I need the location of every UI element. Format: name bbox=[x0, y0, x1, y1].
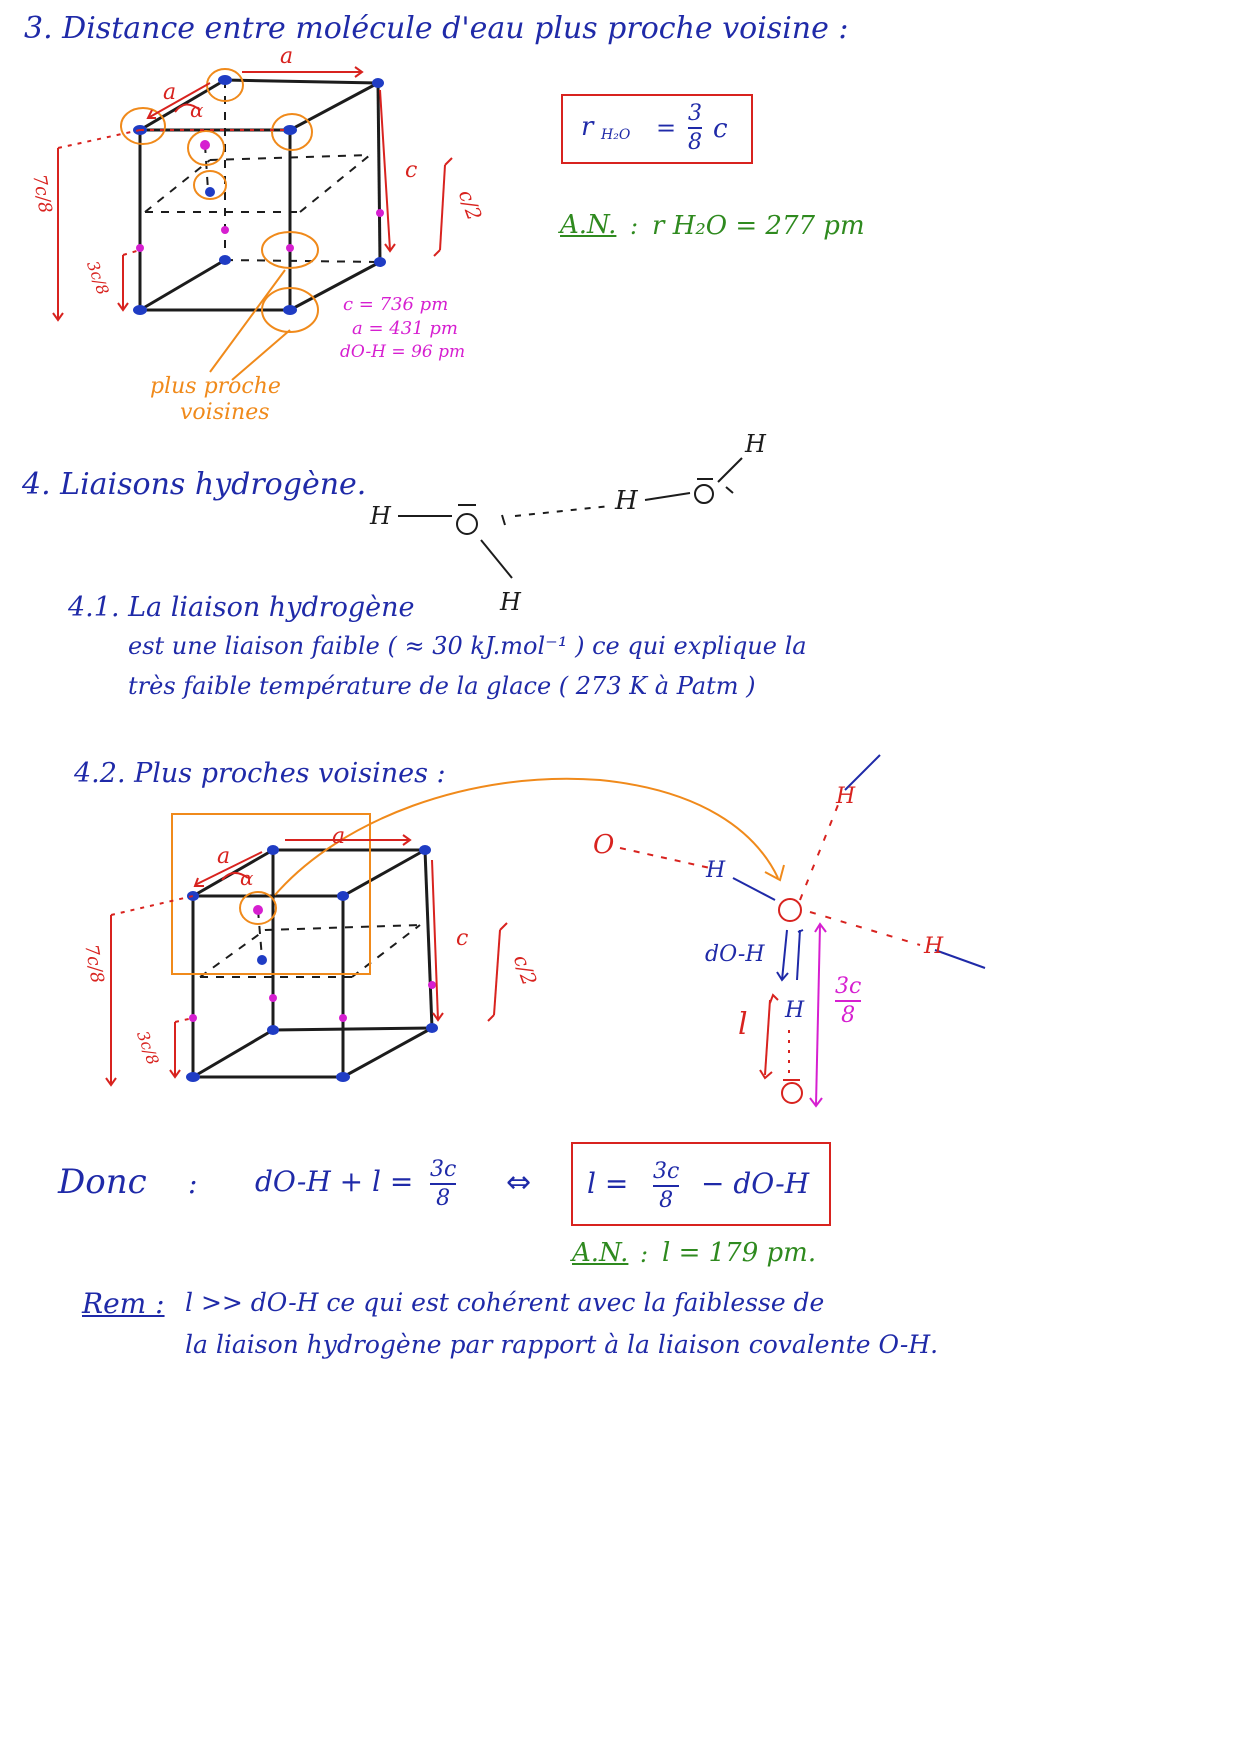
diag-h-right: H bbox=[924, 934, 944, 959]
rem-line2: la liaison hydrogène par rapport à la liaison covalente O-H. bbox=[185, 1330, 939, 1359]
section42-heading: 4.2. Plus proches voisines : bbox=[74, 758, 446, 789]
formula-den: 8 bbox=[688, 130, 702, 156]
result-rhs: − dO-H bbox=[701, 1167, 810, 1200]
label-c-half: c/2 bbox=[453, 186, 487, 224]
diag-o-bottom bbox=[784, 1082, 785, 1083]
result-fraction bbox=[653, 1160, 679, 1212]
mol-h-mid: H bbox=[615, 486, 638, 516]
equivalence-arrow: ⇔ bbox=[506, 1165, 532, 1200]
diag-h-mid: H bbox=[785, 998, 805, 1023]
diag-o-left: O bbox=[593, 830, 615, 860]
neighbours-label-line1: plus proche bbox=[150, 374, 281, 399]
an-value-l: l = 179 pm. bbox=[662, 1238, 817, 1268]
rem-line1: l >> dO-H ce qui est cohérent avec la faiblesse de bbox=[185, 1288, 825, 1317]
an-colon-1: : bbox=[630, 212, 639, 240]
section41-line1: 4.1. La liaison hydrogène bbox=[68, 592, 415, 623]
label-alpha-2: α bbox=[240, 866, 254, 890]
an-value-rh2o: r H₂O = 277 pm bbox=[652, 211, 865, 241]
neighbours-label-line2: voisines bbox=[180, 400, 270, 425]
mol-h-bottom: H bbox=[500, 588, 521, 616]
label-c: c bbox=[405, 158, 418, 183]
formula-c: c bbox=[713, 114, 728, 144]
label-3c8-2: 3c/8 bbox=[132, 1028, 163, 1068]
data-a-value: a = 431 pm bbox=[352, 318, 458, 339]
diag-3c: 3c bbox=[835, 974, 862, 999]
label-7c8: 7c/8 bbox=[28, 172, 56, 215]
formula-sub-h2o: H₂O bbox=[601, 127, 631, 143]
rem-label: Rem : bbox=[82, 1287, 165, 1320]
label-a-left: a bbox=[163, 80, 177, 105]
diag-o-center bbox=[783, 896, 784, 897]
diag-8: 8 bbox=[841, 1003, 856, 1029]
result-num: 3c bbox=[653, 1159, 680, 1184]
equation-lhs: dO-H + l = bbox=[255, 1165, 414, 1198]
diag-h-top: H bbox=[836, 784, 856, 809]
section41-line2: est une liaison faible ( ≈ 30 kJ.mol⁻¹ ) ce qui explique la bbox=[128, 632, 807, 660]
section41-line3: très faible température de la glace ( 273 K à Patm ) bbox=[128, 672, 756, 700]
section3-heading: 3. Distance entre molécule d'eau plus proche voisine : bbox=[24, 11, 849, 46]
diag-3c8-fraction bbox=[835, 975, 861, 1027]
mol-h-left: H bbox=[370, 502, 391, 530]
label-alpha: α bbox=[190, 98, 204, 122]
label-a-top-2: a bbox=[332, 824, 346, 849]
result-box-l bbox=[571, 1142, 831, 1226]
diag-h-left: H bbox=[706, 858, 726, 883]
formula-r: r bbox=[581, 112, 594, 142]
formula-num: 3 bbox=[688, 101, 702, 126]
label-a-left-2: a bbox=[217, 844, 231, 869]
label-3c8: 3c/8 bbox=[82, 258, 113, 298]
an-label-2: A.N. bbox=[572, 1238, 629, 1268]
label-c-2: c bbox=[456, 926, 469, 951]
diag-doh-label: dO-H bbox=[705, 942, 765, 967]
equation-fraction bbox=[430, 1158, 456, 1210]
an-colon-2: : bbox=[640, 1240, 649, 1268]
formula-equals: = bbox=[656, 114, 677, 142]
section4-heading: 4. Liaisons hydrogène. bbox=[22, 467, 367, 502]
data-c-value: c = 736 pm bbox=[343, 294, 449, 315]
result-den: 8 bbox=[659, 1188, 674, 1214]
donc-colon: : bbox=[188, 1167, 198, 1200]
equation-num: 3c bbox=[430, 1157, 457, 1182]
mol-h-top: H bbox=[745, 430, 766, 458]
label-a-top: a bbox=[280, 44, 294, 69]
an-label-1: A.N. bbox=[560, 210, 617, 240]
donc-label: Donc bbox=[58, 1162, 147, 1202]
equation-den: 8 bbox=[436, 1186, 451, 1212]
label-c-half-2: c/2 bbox=[508, 951, 542, 989]
label-7c8-2: 7c/8 bbox=[80, 942, 108, 985]
data-doh-value: dO-H = 96 pm bbox=[340, 342, 466, 362]
result-lhs: l = bbox=[587, 1167, 629, 1200]
diag-l-label: l bbox=[738, 1007, 748, 1042]
